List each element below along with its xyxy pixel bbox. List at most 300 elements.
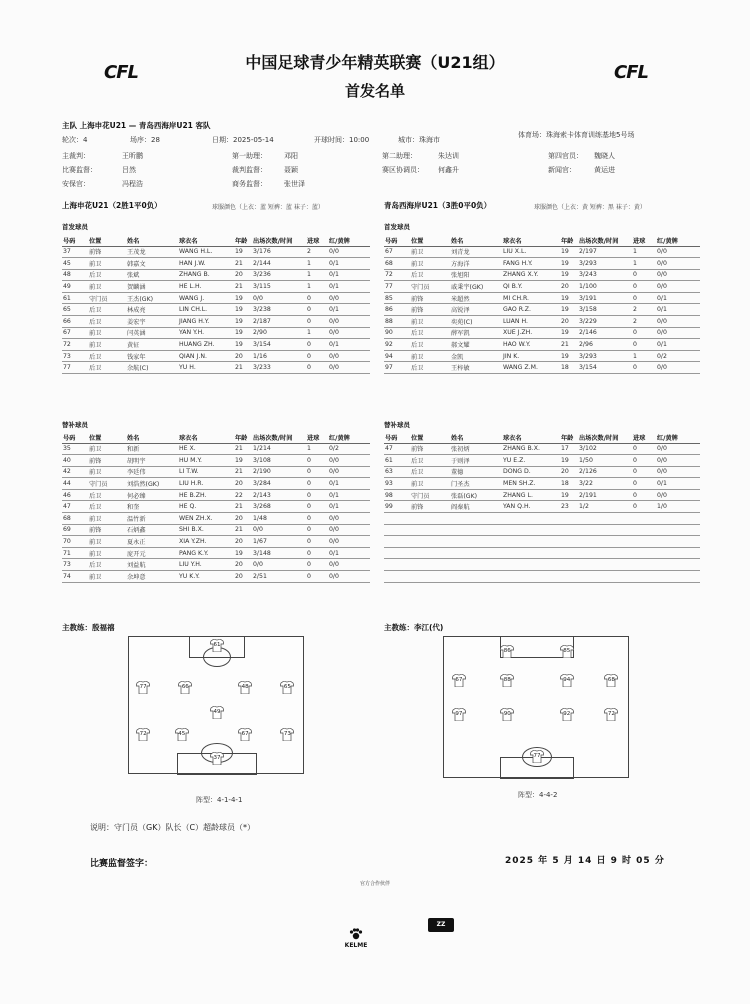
table-cell: 17	[560, 443, 578, 455]
table-row	[62, 258, 370, 270]
cfl-logo-right: CFL	[614, 62, 648, 83]
table-cell: PANG K.Y.	[178, 547, 234, 559]
table-cell: 23	[560, 501, 578, 513]
city: 城市：珠海市	[398, 136, 440, 144]
home-coach-label: 主教练：	[62, 623, 92, 632]
table-cell	[578, 513, 632, 525]
table-cell	[450, 571, 502, 583]
table-cell: 94	[384, 350, 410, 362]
official-label: 第二助理：	[382, 152, 417, 160]
table-cell: 19	[560, 455, 578, 467]
table-cell: 金凯	[450, 350, 502, 362]
player-shirt-number: 73	[283, 730, 291, 737]
table-cell	[578, 559, 632, 571]
table-row	[62, 443, 370, 455]
empty-table-row	[384, 547, 700, 559]
table-cell: HE X.	[178, 443, 234, 455]
column-header: 年龄	[560, 433, 578, 443]
table-cell	[384, 571, 410, 583]
home-formation-pitch	[128, 636, 304, 774]
table-cell	[502, 571, 560, 583]
empty-table-row	[384, 536, 700, 548]
table-cell: 0/2	[656, 350, 700, 362]
round: 轮次：4	[62, 136, 88, 144]
table-cell: 19	[234, 316, 252, 328]
table-row	[384, 478, 700, 490]
column-header: 进球	[632, 433, 656, 443]
table-cell: 后卫	[88, 316, 126, 328]
player-shirt-icon	[280, 681, 294, 694]
table-cell: WANG J.	[178, 292, 234, 304]
table-cell: 0/0	[328, 350, 370, 362]
table-cell: 0/1	[328, 281, 370, 293]
table-cell: 石炳鑫	[126, 524, 178, 536]
table-cell: 1	[306, 443, 328, 455]
table-cell: 21	[560, 339, 578, 351]
table-cell: 67	[62, 327, 88, 339]
column-header: 姓名	[126, 236, 178, 246]
table-cell: 张旭阳	[450, 269, 502, 281]
table-cell: 99	[384, 501, 410, 513]
table-cell: 1	[632, 246, 656, 258]
table-cell	[632, 547, 656, 559]
official-label: 裁判监督：	[232, 166, 267, 174]
table-cell: 守门员	[88, 478, 126, 490]
partner-badge: ZZ	[428, 918, 454, 932]
table-cell: 0	[306, 571, 328, 583]
table-cell: 0/0	[328, 316, 370, 328]
table-cell: 2/126	[578, 466, 632, 478]
table-cell: 守门员	[410, 489, 450, 501]
table-cell: HE L.H.	[178, 281, 234, 293]
column-header: 姓名	[450, 236, 502, 246]
table-cell: 0	[306, 547, 328, 559]
official-name: 聂颖	[284, 166, 298, 174]
column-header: 红/黄牌	[328, 236, 370, 246]
player-shirt-icon	[210, 639, 224, 652]
column-header: 红/黄牌	[328, 433, 370, 443]
table-cell: 门圣杰	[450, 478, 502, 490]
table-row	[384, 443, 700, 455]
table-cell: 前卫	[88, 327, 126, 339]
table-cell	[384, 513, 410, 525]
table-cell: 王茂龙	[126, 246, 178, 258]
table-cell	[632, 559, 656, 571]
table-cell: 前锋	[410, 292, 450, 304]
table-cell: 21	[234, 443, 252, 455]
table-cell: 19	[560, 489, 578, 501]
table-cell: 42	[62, 466, 88, 478]
table-cell: 0	[306, 350, 328, 362]
table-cell: 张斌	[126, 269, 178, 281]
table-header-row	[384, 236, 700, 246]
table-cell: WANG H.L.	[178, 246, 234, 258]
table-cell: ZHANG L.	[502, 489, 560, 501]
player-shirt-icon	[210, 706, 224, 719]
table-cell: LIN CH.L.	[178, 304, 234, 316]
table-cell: 19	[560, 304, 578, 316]
table-cell: MEN SH.Z.	[502, 478, 560, 490]
table-cell: 0/0	[656, 443, 700, 455]
table-cell: 88	[384, 316, 410, 328]
column-header: 进球	[632, 236, 656, 246]
table-cell: 张磊(GK)	[450, 489, 502, 501]
table-cell: 前卫	[88, 513, 126, 525]
table-cell	[410, 524, 450, 536]
empty-table-row	[384, 571, 700, 583]
table-cell: 0/1	[328, 258, 370, 270]
table-cell: 方海洋	[450, 258, 502, 270]
legend-note: 说明：守门员（GK）队长（C）超龄球员（*）	[90, 823, 256, 832]
table-cell: 20	[234, 478, 252, 490]
table-row	[62, 339, 370, 351]
home-coach-name: 殷福禧	[92, 623, 115, 632]
table-row	[384, 292, 700, 304]
table-cell: 1	[306, 327, 328, 339]
column-header: 年龄	[560, 236, 578, 246]
table-cell	[656, 571, 700, 583]
table-cell	[656, 547, 700, 559]
player-shirt-number: 61	[213, 642, 221, 649]
table-cell: 2/51	[252, 571, 306, 583]
table-header-row	[62, 236, 370, 246]
table-cell: 0/1	[656, 292, 700, 304]
table-cell: 1	[632, 350, 656, 362]
table-cell: 前锋	[410, 443, 450, 455]
column-header: 位置	[410, 236, 450, 246]
table-cell: 后卫	[410, 327, 450, 339]
table-cell: LI T.W.	[178, 466, 234, 478]
table-cell: 0/0	[328, 327, 370, 339]
table-cell: 守门员	[410, 281, 450, 293]
table-cell: 韩嘉文	[126, 258, 178, 270]
table-cell: 前卫	[88, 466, 126, 478]
table-cell: 0/0	[252, 559, 306, 571]
player-shirt-number: 65	[283, 683, 291, 690]
table-cell: 19	[560, 269, 578, 281]
table-cell	[450, 536, 502, 548]
table-cell: 0	[632, 281, 656, 293]
table-cell: LIU Y.H.	[178, 559, 234, 571]
away-formation-pitch	[443, 636, 629, 778]
table-cell: 0/1	[328, 269, 370, 281]
table-cell: 0/0	[656, 258, 700, 270]
table-cell: HAO W.Y.	[502, 339, 560, 351]
kickoff-time: 开球时间：10:00	[314, 136, 370, 144]
table-cell: JIN K.	[502, 350, 560, 362]
table-row	[384, 466, 700, 478]
table-cell: 66	[62, 316, 88, 328]
table-cell: 0/0	[656, 269, 700, 281]
table-cell: 3/293	[578, 258, 632, 270]
table-cell: 0/0	[656, 327, 700, 339]
table-cell: 胡明宇	[126, 455, 178, 467]
table-cell: 19	[234, 327, 252, 339]
table-row	[62, 547, 370, 559]
away-formation-label: 阵型：4-4-2	[518, 791, 558, 799]
table-cell: 1	[306, 281, 328, 293]
table-cell	[560, 559, 578, 571]
table-cell: 86	[384, 304, 410, 316]
table-cell: 0	[306, 339, 328, 351]
table-cell: 于则泽	[450, 455, 502, 467]
table-cell: 3/236	[252, 269, 306, 281]
table-cell: 0	[306, 559, 328, 571]
table-cell: 3/293	[578, 350, 632, 362]
table-cell: 夏永正	[126, 536, 178, 548]
table-cell	[450, 547, 502, 559]
official-label: 比赛监督：	[62, 166, 97, 174]
player-shirt-number: 37	[213, 755, 221, 762]
table-cell	[560, 513, 578, 525]
player-shirt-number: 90	[503, 710, 511, 717]
table-cell: 3/238	[252, 304, 306, 316]
column-header: 进球	[306, 433, 328, 443]
column-header: 出场次数/时间	[252, 236, 306, 246]
player-shirt-icon	[560, 645, 574, 658]
table-row	[384, 455, 700, 467]
table-cell	[578, 524, 632, 536]
player-shirt-icon	[175, 728, 189, 741]
table-cell: 21	[234, 258, 252, 270]
table-cell: 2/191	[578, 489, 632, 501]
official-label: 第四官员：	[548, 152, 583, 160]
table-cell	[560, 524, 578, 536]
table-cell: 19	[560, 246, 578, 258]
table-row	[62, 246, 370, 258]
table-cell: 3/229	[578, 316, 632, 328]
column-header: 姓名	[450, 433, 502, 443]
player-shirt-number: 67	[455, 676, 463, 683]
table-header-row	[384, 433, 700, 443]
player-shirt-icon	[560, 674, 574, 687]
table-cell	[578, 536, 632, 548]
table-cell	[632, 571, 656, 583]
table-row	[62, 501, 370, 513]
table-cell: 3/243	[578, 269, 632, 281]
table-cell	[410, 536, 450, 548]
home-team-title: 上海申花U21（2胜1平0负）	[62, 201, 162, 210]
table-cell: 阎秦航	[450, 501, 502, 513]
empty-table-row	[384, 513, 700, 525]
table-cell: FANG H.Y.	[502, 258, 560, 270]
table-cell: 3/233	[252, 362, 306, 374]
player-shirt-icon	[136, 728, 150, 741]
table-cell	[578, 571, 632, 583]
table-cell: 0/0	[328, 559, 370, 571]
table-cell: 40	[62, 455, 88, 467]
table-cell: 19	[560, 258, 578, 270]
table-cell: 0/2	[328, 443, 370, 455]
table-cell: 前锋	[410, 304, 450, 316]
table-row	[384, 327, 700, 339]
table-row	[62, 304, 370, 316]
venue: 体育场：珠海索卡体育训练基地5号场	[518, 131, 635, 139]
table-cell: 72	[384, 269, 410, 281]
table-cell: 3/148	[252, 547, 306, 559]
table-cell: YU E.Z.	[502, 455, 560, 467]
table-cell: 47	[384, 443, 410, 455]
table-cell: 1/214	[252, 443, 306, 455]
table-cell: 2/144	[252, 258, 306, 270]
table-cell: 0/0	[656, 466, 700, 478]
player-shirt-icon	[238, 681, 252, 694]
table-cell: 0	[632, 466, 656, 478]
table-cell	[410, 559, 450, 571]
player-shirt-number: 97	[455, 710, 463, 717]
table-cell: 王杰(GK)	[126, 292, 178, 304]
page-title: 中国足球青少年精英联赛（U21组）	[245, 53, 505, 72]
player-shirt-number: 92	[563, 710, 571, 717]
table-cell: 19	[234, 246, 252, 258]
table-cell: 0/1	[656, 478, 700, 490]
table-cell	[384, 524, 410, 536]
table-cell: 0/0	[252, 292, 306, 304]
table-cell: DONG D.	[502, 466, 560, 478]
table-cell: 71	[62, 547, 88, 559]
table-cell: 19	[234, 304, 252, 316]
player-shirt-number: 45	[178, 730, 186, 737]
table-cell: 77	[384, 281, 410, 293]
signature-datetime: 2025 年 5 月 14 日 9 时 05 分	[505, 856, 665, 866]
table-cell: 庞开元	[126, 547, 178, 559]
table-cell: 1/16	[252, 350, 306, 362]
table-cell: 0/0	[328, 513, 370, 525]
table-cell: 19	[234, 547, 252, 559]
table-row	[384, 316, 700, 328]
table-cell: YAN Q.H.	[502, 501, 560, 513]
official-name: 冯程浩	[122, 180, 143, 188]
table-cell: 0/1	[328, 478, 370, 490]
table-cell: YU H.	[178, 362, 234, 374]
player-shirt-number: 88	[503, 676, 511, 683]
table-cell: 1	[306, 269, 328, 281]
table-cell	[560, 536, 578, 548]
table-cell: 3/154	[252, 339, 306, 351]
table-row	[62, 455, 370, 467]
table-cell: 0	[306, 455, 328, 467]
table-cell	[450, 559, 502, 571]
table-cell: 1/50	[578, 455, 632, 467]
table-cell: 0	[632, 362, 656, 374]
kelme-paw-icon	[349, 928, 363, 940]
table-cell: 45	[62, 258, 88, 270]
table-cell: 0/1	[328, 501, 370, 513]
table-cell	[450, 513, 502, 525]
table-cell: 前锋	[410, 501, 450, 513]
table-cell: 0	[306, 316, 328, 328]
table-cell: 0	[306, 304, 328, 316]
official-name: 吕然	[122, 166, 136, 174]
table-cell: 63	[384, 466, 410, 478]
table-cell	[502, 547, 560, 559]
table-cell: WEN ZH.X.	[178, 513, 234, 525]
table-cell: 20	[234, 513, 252, 525]
table-cell: LUAN H.	[502, 316, 560, 328]
player-shirt-number: 85	[563, 648, 571, 655]
table-cell	[656, 559, 700, 571]
table-cell: 0/1	[328, 547, 370, 559]
player-shirt-icon	[604, 708, 618, 721]
table-row	[384, 304, 700, 316]
table-cell: 85	[384, 292, 410, 304]
table-cell: 钱家年	[126, 350, 178, 362]
table-cell	[560, 571, 578, 583]
official-label: 赛区协调员：	[382, 166, 424, 174]
table-cell: 20	[560, 281, 578, 293]
table-cell: 0	[632, 478, 656, 490]
player-shirt-icon	[500, 674, 514, 687]
table-cell: 0	[632, 327, 656, 339]
table-row	[384, 246, 700, 258]
player-shirt-number: 72	[139, 730, 147, 737]
column-header: 号码	[62, 433, 88, 443]
table-row	[62, 478, 370, 490]
table-cell: 61	[384, 455, 410, 467]
table-cell: 后卫	[88, 269, 126, 281]
table-cell: 68	[384, 258, 410, 270]
table-cell: 21	[234, 281, 252, 293]
table-cell	[384, 547, 410, 559]
official-name: 黄运进	[594, 166, 615, 174]
table-cell: 0/0	[328, 362, 370, 374]
table-cell: 19	[560, 327, 578, 339]
table-cell: 0/0	[328, 571, 370, 583]
table-cell: 44	[62, 478, 88, 490]
table-cell: 3/108	[252, 455, 306, 467]
table-cell: 0	[632, 292, 656, 304]
table-cell: 2/143	[252, 489, 306, 501]
table-cell: 李廷伟	[126, 466, 178, 478]
table-cell: 戚秉宇(GK)	[450, 281, 502, 293]
home-formation-label: 阵型：4-1-4-1	[196, 796, 243, 804]
table-cell: 19	[234, 292, 252, 304]
table-cell: LIU H.R.	[178, 478, 234, 490]
table-cell: HU M.Y.	[178, 455, 234, 467]
table-cell: 73	[62, 559, 88, 571]
player-shirt-number: 77	[533, 753, 541, 760]
away-coach-name: 李江(代)	[414, 623, 444, 632]
table-cell: 贺麟涵	[126, 281, 178, 293]
table-cell: 米超然	[450, 292, 502, 304]
table-cell: 1/100	[578, 281, 632, 293]
table-cell: 奕苑(C)	[450, 316, 502, 328]
away-team-title: 青岛西海岸U21（3胜0平0负）	[384, 201, 492, 210]
table-cell: 21	[234, 501, 252, 513]
table-row	[384, 489, 700, 501]
table-cell: 前锋	[88, 246, 126, 258]
table-cell: 薛军凯	[450, 327, 502, 339]
player-shirt-number: 48	[241, 683, 249, 690]
table-cell: 2/197	[578, 246, 632, 258]
table-cell: 46	[62, 489, 88, 501]
table-cell: 守门员	[88, 292, 126, 304]
table-cell: 21	[234, 362, 252, 374]
table-cell: 前卫	[410, 316, 450, 328]
match-no: 场序：28	[130, 136, 160, 144]
column-header: 出场次数/时间	[252, 433, 306, 443]
table-row	[62, 466, 370, 478]
table-cell: QIAN J.N.	[178, 350, 234, 362]
table-cell: 74	[62, 571, 88, 583]
table-cell: 前卫	[88, 443, 126, 455]
player-shirt-number: 67	[241, 730, 249, 737]
table-cell: 1/2	[578, 501, 632, 513]
official-label: 第一助理：	[232, 152, 267, 160]
table-cell: WANG Z.M.	[502, 362, 560, 374]
table-cell: HE Q.	[178, 501, 234, 513]
table-cell	[502, 559, 560, 571]
